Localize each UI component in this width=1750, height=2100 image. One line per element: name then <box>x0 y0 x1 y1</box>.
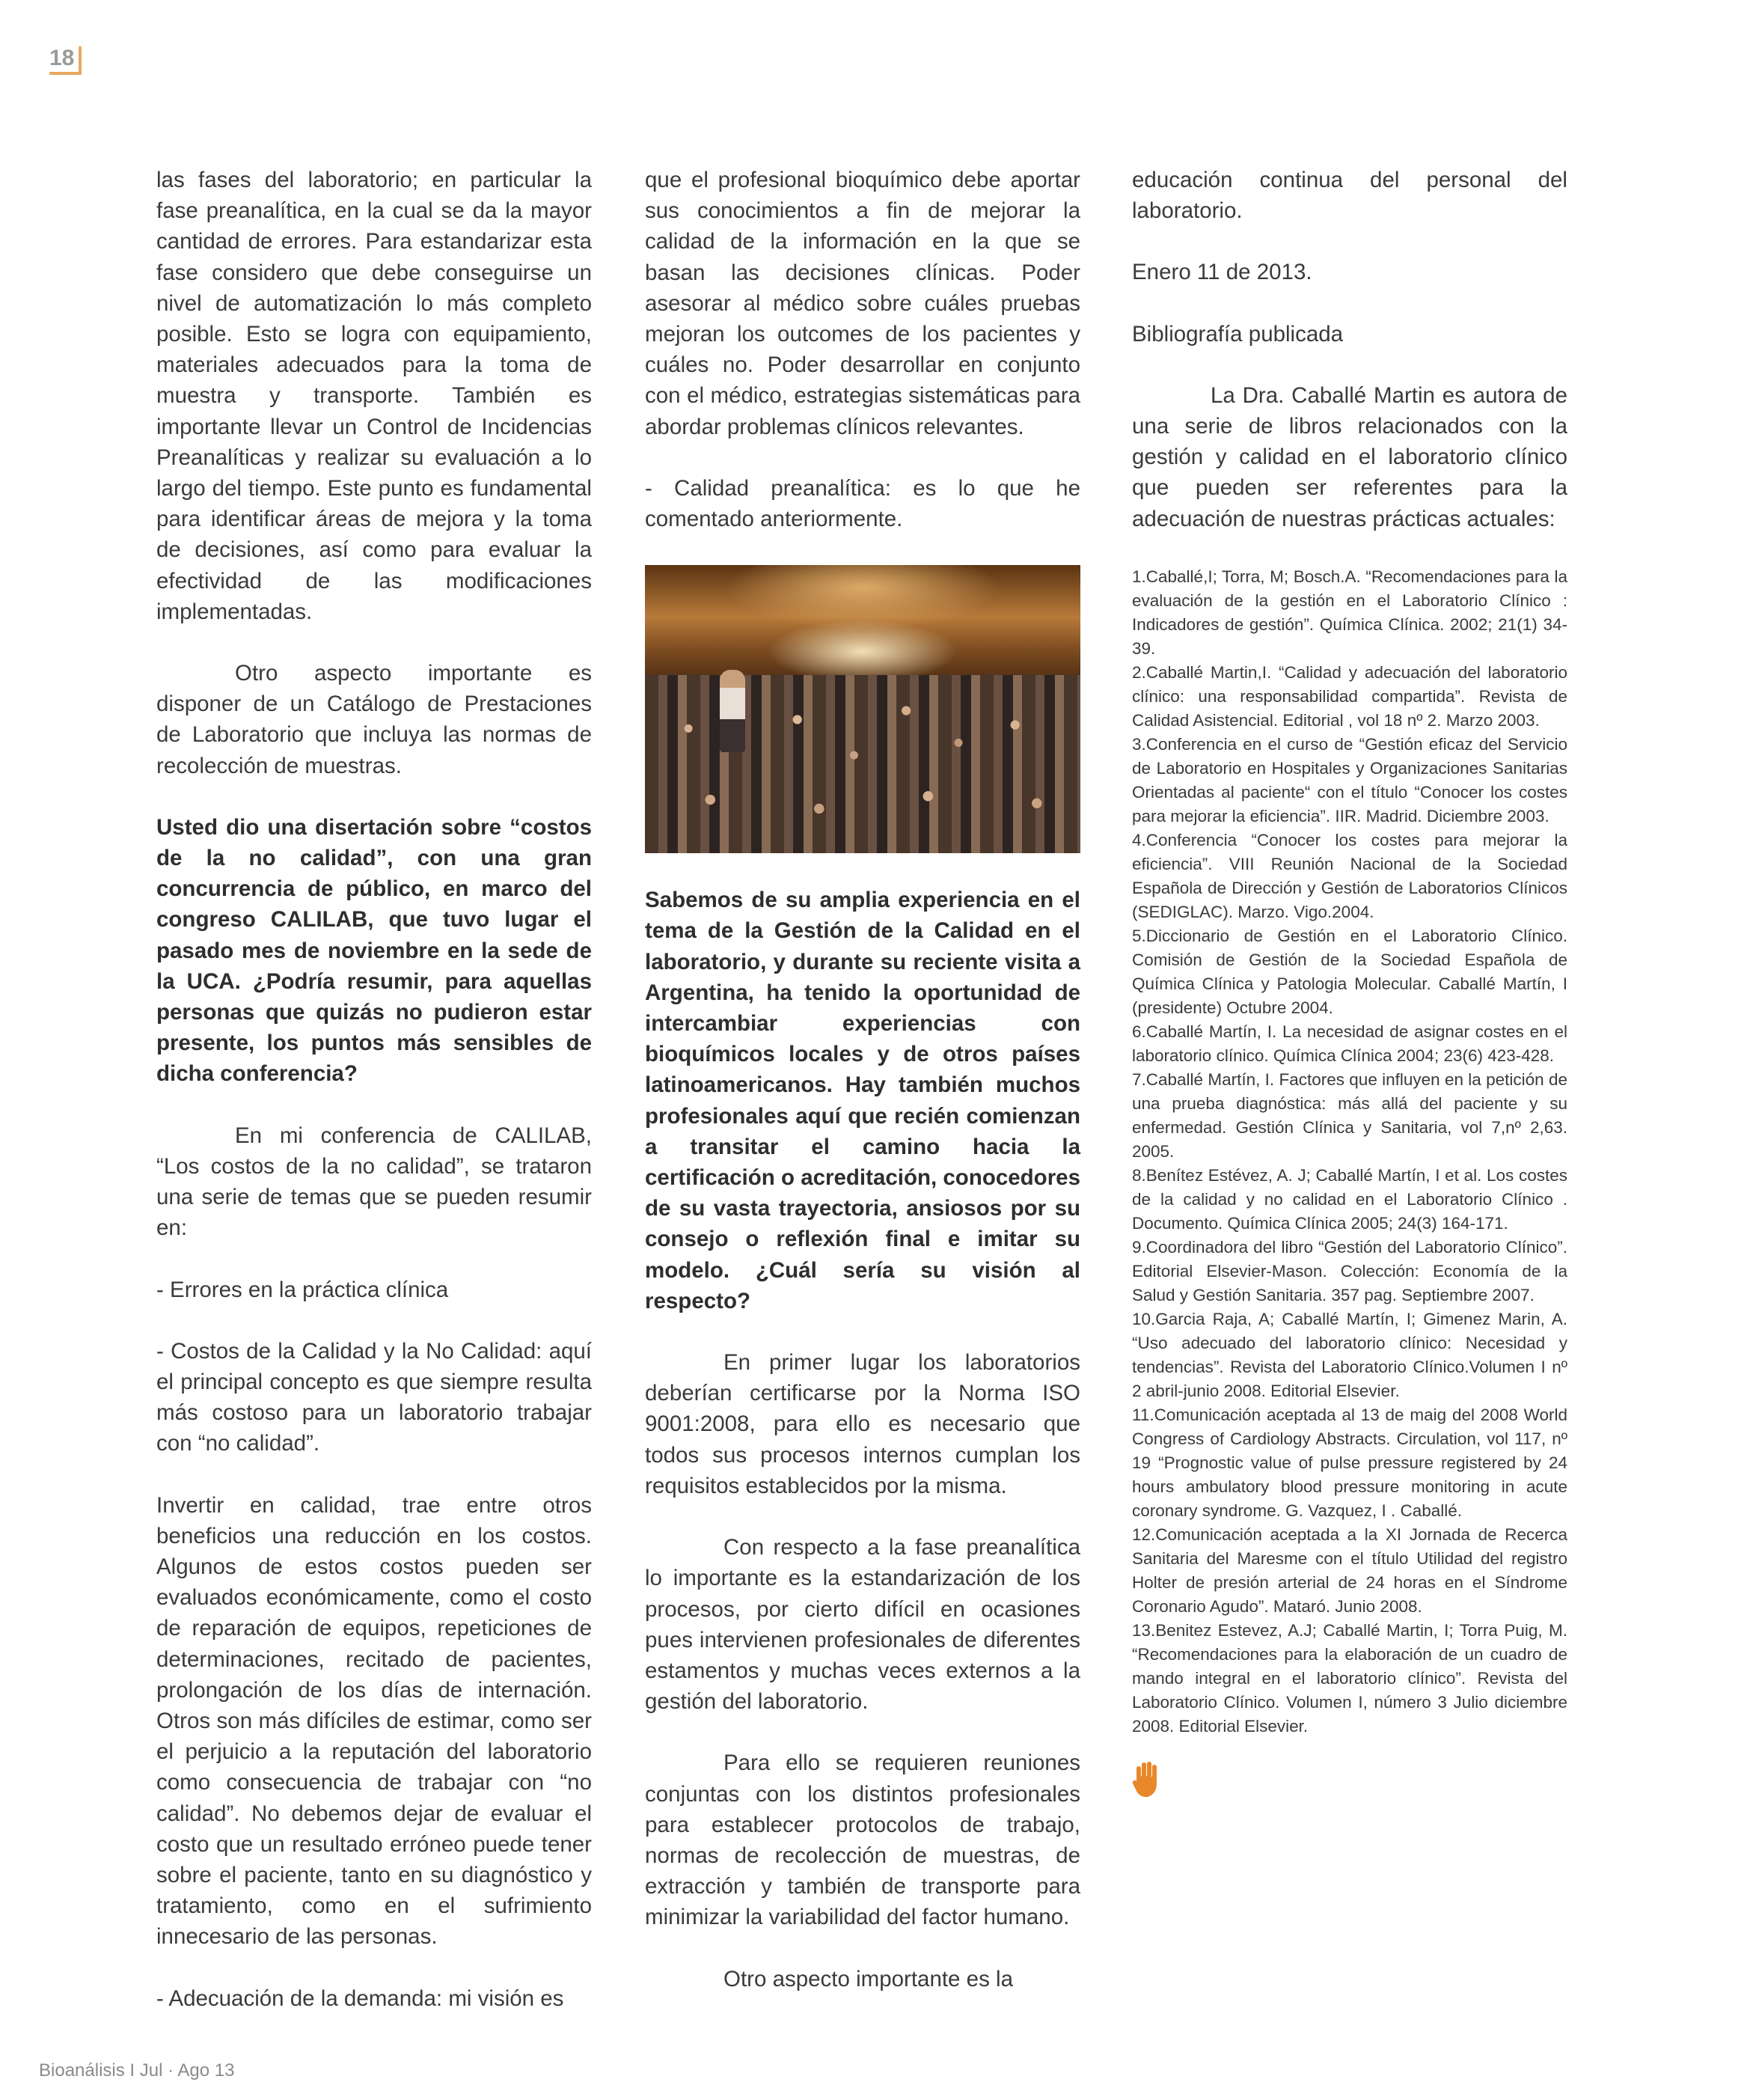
paragraph: La Dra. Caballé Martin es autora de una serie de libros relacionados con la gestión y calidad en el laboratorio clínico que pueden ser referentes para la adecuación de nuestras prácticas actuales: <box>1132 382 1567 531</box>
speaker-figure <box>720 670 745 752</box>
reference-item: 5.Diccionario de Gestión en el Laboratorio Clínico. Comisión de Gestión de la Sociedad Española de Química Clínica y Patologia Molecular. Caballé Martín, I (presidente) Octubre 2004. <box>1132 926 1567 1017</box>
bullet-item: - Calidad preanalítica: es lo que he comentado anteriormente. <box>645 475 1080 532</box>
bullet-item: - Errores en la práctica clínica <box>156 1277 449 1302</box>
reference-item: 11.Comunicación aceptada al 13 de maig del 2008 World Congress of Cardiology Abstracts. Circulation, vol 117, nº 19 “Prognostic value of pulse pressure registered by 24 hours ambulatory blood pressure monitoring in acute coronary syndrome. G. Vazquez, I . Caballé. <box>1132 1405 1567 1520</box>
reference-item: 9.Coordinadora del libro “Gestión del Laboratorio Clínico”. Editorial Elsevier-Mason. Colección: Economía de la Salud y Gestión Sanitaria. 357 pag. Septiembre 2007. <box>1132 1237 1567 1304</box>
reference-item: 13.Benitez Estevez, A.J; Caballé Martin, I; Torra Puig, M. “Recomendaciones para la elaboración de un cuadro de mando integral en el laboratorio clínico”. Revista del Laboratorio Clínico. Volumen I, número 3 Julio diciembre 2008. Editorial Elsevier. <box>1132 1620 1567 1736</box>
column-left <box>156 165 592 2045</box>
bibliography-list <box>1132 565 1567 1739</box>
reference-item: 4.Conferencia “Conocer los costes para mejorar la eficiencia”. VIII Reunión Nacional de la Sociedad Española de Dirección y Gestión de Laboratorios Clínicos (SEDIGLAC). Marzo. Vigo.2004. <box>1132 830 1567 921</box>
conference-audience-photo <box>645 565 1080 853</box>
paragraph: Con respecto a la fase preanalítica lo importante es la estandarización de los procesos, por cierto difícil en ocasiones pues intervienen profesionales de diferentes estamentos y muchas veces externos a la gestión del laboratorio. <box>645 1535 1080 1715</box>
paragraph: Para ello se requieren reuniones conjuntas con los distintos profesionales para establecer protocolos de trabajo, normas de recolección de muestras, de extracción y también de transporte para minimizar la variabilidad del factor humano. <box>645 1750 1080 1930</box>
paragraph: educación continua del personal del laboratorio. <box>1132 168 1567 224</box>
page-number: 18 <box>49 46 82 75</box>
reference-item: 3.Conferencia en el curso de “Gestión eficaz del Servicio de Laboratorio en Hospitales y Organizaciones Sanitarias Orientadas al paciente“ con el título “Conocer los costes para mejorar la eficiencia”. IIR. Madrid. Diciembre 2003. <box>1132 734 1567 825</box>
audience-crowd <box>645 675 1080 854</box>
paragraph: En mi conferencia de CALILAB, “Los costos de la no calidad”, se trataron una serie de temas que se pueden resumir en: <box>156 1123 592 1241</box>
reference-item: 1.Caballé,I; Torra, M; Bosch.A. “Recomendaciones para la evaluación de la gestión en el Laboratorio Clínico : Indicadores de gestión”. Química Clínica. 2002; 21(1) 34-39. <box>1132 567 1567 658</box>
raised-hand-icon <box>1132 1761 1160 1798</box>
paragraph: En primer lugar los laboratorios deberían certificarse por la Norma ISO 9001:2008, para ello es necesario que todos sus procesos internos cumplan los requisitos establecidos por la misma. <box>645 1350 1080 1498</box>
reference-item: 12.Comunicación aceptada a la XI Jornada de Recerca Sanitaria del Maresme con el título Utilidad del registro Holter de presión arterial de 24 horas en el Síndrome Coronario Agudo”. Mataró. Junio 2008. <box>1132 1524 1567 1616</box>
column-right <box>1132 165 1567 1798</box>
reference-item: 7.Caballé Martín, I. Factores que influyen en la petición de una prueba diagnóstica: más allá del paciente y su enfermedad. Gestión Clínica y Sanitaria, vol 7,nº 2,63. 2005. <box>1132 1069 1567 1161</box>
footer-publication: Bioanálisis I Jul · Ago 13 <box>39 2060 235 2081</box>
paragraph: Otro aspecto importante es la <box>723 1966 1013 1991</box>
paragraph: Invertir en calidad, trae entre otros beneficios una reducción en los costos. Algunos de estos costos pueden ser evaluados económicamente, como el costo de reparación de equipos, repeticiones de determinaciones, recitado de pacientes, prolongación de los días de internación. Otros son más difíciles de estimar, como ser el perjuicio a la reputación del laboratorio como consecuencia de trabajar con “no calidad”. No debemos dejar de evaluar el costo que un resultado erróneo puede tener sobre el paciente, tanto en su diagnóstico y tratamiento, como en el sufrimiento innecesario de las personas. <box>156 1492 592 1950</box>
bullet-item: - Costos de la Calidad y la No Calidad: aquí el principal concepto es que siempre resulta más costoso para un laboratorio trabajar con “no calidad”. <box>156 1338 592 1456</box>
reference-item: 8.Benítez Estévez, A. J; Caballé Martín, I et al. Los costes de la calidad y no calidad en el Laboratorio Clínico . Documento. Química Clínica 2005; 24(3) 164-171. <box>1132 1165 1567 1233</box>
paragraph: que el profesional bioquímico debe aportar sus conocimientos a fin de mejorar la calidad de la información en la que se basan las decisiones clínicas. Poder asesorar al médico sobre cuáles pruebas mejoran los outcomes de los pacientes y cuáles no. Poder desarrollar en conjunto con el médico, estrategias sistemáticas para abordar problemas clínicos relevantes. <box>645 168 1080 439</box>
paragraph: Otro aspecto importante es disponer de un Catálogo de Prestaciones de Laboratorio que incluya las normas de recolección de muestras. <box>156 661 592 778</box>
reference-item: 6.Caballé Martín, I. La necesidad de asignar costes en el laboratorio clínico. Química Clínica 2004; 23(6) 423-428. <box>1132 1022 1567 1065</box>
section-heading: Bibliografía publicada <box>1132 321 1344 347</box>
interview-question: Usted dio una disertación sobre “costos de la no calidad”, con una gran concurrencia de público, en marco del congreso CALILAB, que tuvo lugar el pasado mes de noviembre en la sede de la UCA. ¿Podría resumir, para aquellas personas que quizás no pudieron estar presente, los puntos más sensibles de dicha conferencia? <box>156 814 592 1087</box>
reference-item: 10.Garcia Raja, A; Caballé Martín, I; Gimenez Marin, A. “Uso adecuado del laboratorio clínico: Necesidad y tendencias”. Revista del Laboratorio Clínico.Volumen I nº 2 abril-junio 2008. Editorial Elsevier. <box>1132 1309 1567 1400</box>
date-line: Enero 11 de 2013. <box>1132 260 1312 285</box>
bullet-item: - Adecuación de la demanda: mi visión es <box>156 1985 564 2011</box>
paragraph: las fases del laboratorio; en particular la fase preanalítica, en la cual se da la mayor cantidad de errores. Para estandarizar esta fase considero que debe conseguirse un nivel de automatización lo más completo posible. Esto se logra con equipamiento, materiales adecuados para la toma de muestra y transporte. También es importante llevar un Control de Incidencias Preanalíticas y realizar su evaluación a lo largo del tiempo. Este punto es fundamental para identificar áreas de mejora y la toma de decisiones, así como para evaluar la efectividad de las modificaciones implementadas. <box>156 168 592 624</box>
reference-item: 2.Caballé Martin,I. “Calidad y adecuación del laboratorio clínico: una responsabilidad compartida”. Revista de Calidad Asistencial. Editorial , vol 18 nº 2. Marzo 2003. <box>1132 662 1567 730</box>
column-middle <box>645 165 1080 2025</box>
interview-question: Sabemos de su amplia experiencia en el tema de la Gestión de la Calidad en el laboratorio, y durante su reciente visita a Argentina, ha tenido la oportunidad de intercambiar experiencias con bioquímicos locales y de otros países latinoamericanos. Hay también muchos profesionales aquí que recién comienzan a transitar el camino hacia la certificación o acreditación, conocedores de su vasta trayectoria, ansiosos por su consejo o reflexión final e imitar su modelo. ¿Cuál sería su visión al respecto? <box>645 888 1080 1313</box>
